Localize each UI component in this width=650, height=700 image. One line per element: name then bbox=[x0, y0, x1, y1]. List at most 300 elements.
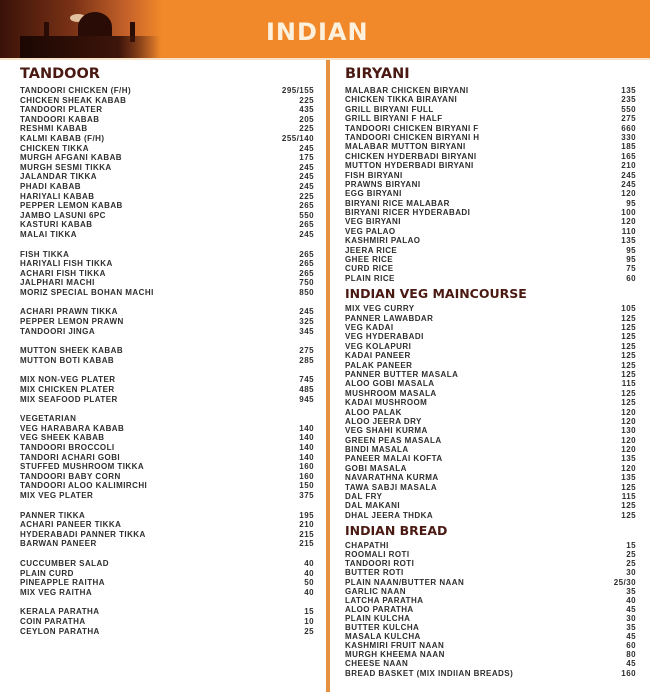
menu-item-price: 75 bbox=[626, 264, 636, 274]
menu-group bbox=[20, 607, 314, 636]
menu-item-price: 125 bbox=[621, 313, 636, 323]
menu-item bbox=[345, 473, 636, 482]
menu-item-price: 125 bbox=[621, 341, 636, 351]
menu-item bbox=[20, 172, 314, 182]
menu-item bbox=[345, 641, 636, 650]
menu-item bbox=[345, 208, 636, 217]
menu-item-price: 750 bbox=[299, 278, 314, 288]
menu-item-price: 245 bbox=[299, 181, 314, 191]
menu-item-name: PANNER BUTTER MASALA bbox=[345, 369, 459, 379]
menu-item-name: CHAPATHI bbox=[345, 541, 389, 551]
menu-item-name: ALOO JEERA DRY bbox=[345, 416, 422, 426]
menu-item-name: NAVARATHNA KURMA bbox=[345, 473, 439, 483]
menu-item bbox=[345, 189, 636, 198]
menu-item-price: 135 bbox=[621, 454, 636, 464]
menu-item-price: 125 bbox=[621, 322, 636, 332]
menu-item-price: 185 bbox=[621, 142, 636, 152]
menu-item-name: TAWA SABJI MASALA bbox=[345, 482, 438, 492]
menu-item-price: 45 bbox=[626, 632, 636, 642]
menu-item-price: 40 bbox=[304, 558, 314, 568]
menu-item bbox=[345, 255, 636, 264]
menu-item-name: CHEESE NAAN bbox=[345, 659, 409, 669]
menu-item bbox=[345, 152, 636, 161]
menu-item-name: KASHMIRI PALAO bbox=[345, 236, 421, 246]
menu-item-name: JALPHARI MACHI bbox=[20, 278, 95, 288]
menu-item-name: VEG HYDERABADI bbox=[345, 332, 424, 342]
menu-item-price: 115 bbox=[621, 492, 636, 502]
menu-item bbox=[20, 307, 314, 317]
menu-group bbox=[20, 86, 314, 240]
menu-item bbox=[345, 351, 636, 360]
menu-item-price: 435 bbox=[299, 105, 314, 115]
menu-item bbox=[20, 424, 314, 434]
header-underline bbox=[0, 58, 650, 60]
menu-item-price: 295/155 bbox=[281, 86, 314, 95]
menu-item-name: BUTTER ROTI bbox=[345, 568, 404, 578]
menu-item-price: 125 bbox=[621, 360, 636, 370]
menu-item bbox=[345, 408, 636, 417]
menu-item-name: ROOMALI ROTI bbox=[345, 550, 410, 560]
menu-item-name: BARWAN PANEER bbox=[20, 539, 97, 549]
menu-item-price: 125 bbox=[621, 351, 636, 361]
tandoor-column bbox=[20, 64, 314, 636]
menu-item bbox=[345, 114, 636, 123]
header-banner bbox=[0, 0, 650, 58]
menu-item bbox=[345, 264, 636, 273]
menu-section bbox=[345, 523, 636, 677]
menu-item-price: 245 bbox=[299, 307, 314, 317]
menu-item bbox=[20, 182, 314, 192]
menu-item-name: DHAL JEERA THDKA bbox=[345, 510, 434, 520]
menu-item bbox=[20, 220, 314, 230]
menu-item-price: 265 bbox=[299, 220, 314, 230]
menu-item-name: VEG PALAO bbox=[345, 226, 396, 236]
menu-item-name: MUTTON SHEEK KABAB bbox=[20, 346, 124, 356]
menu-item bbox=[345, 332, 636, 341]
menu-item bbox=[345, 578, 636, 587]
menu-item-name: VEG KADAI bbox=[345, 322, 394, 332]
menu-item-price: 50 bbox=[304, 578, 314, 588]
menu-item bbox=[20, 462, 314, 472]
menu-item-price: 215 bbox=[299, 539, 314, 549]
menu-item bbox=[20, 481, 314, 491]
menu-item-name: TANDOORI CHICKEN BIRYANI F bbox=[345, 123, 479, 133]
menu-item-name: PEPPER LEMON KABAB bbox=[20, 201, 123, 211]
menu-item-name: GARLIC NAAN bbox=[345, 586, 406, 596]
menu-item-price: 245 bbox=[299, 172, 314, 182]
menu-item-name: MIX VEG PLATER bbox=[20, 490, 94, 500]
menu-item bbox=[20, 153, 314, 163]
menu-group bbox=[20, 307, 314, 336]
menu-item-price: 30 bbox=[626, 613, 636, 623]
menu-item-name: PRAWNS BIRYANI bbox=[345, 179, 421, 189]
menu-item bbox=[345, 436, 636, 445]
menu-item-name: BUTTER KULCHA bbox=[345, 623, 420, 633]
menu-item bbox=[345, 389, 636, 398]
menu-item bbox=[20, 259, 314, 269]
menu-item bbox=[345, 632, 636, 641]
menu-item-price: 245 bbox=[299, 229, 314, 239]
menu-item-price: 60 bbox=[626, 273, 636, 283]
menu-item bbox=[345, 454, 636, 463]
menu-item-price: 235 bbox=[621, 95, 636, 105]
menu-item-name: TANDOORI BROCCOLI bbox=[20, 443, 115, 452]
menu-item bbox=[345, 323, 636, 332]
menu-item bbox=[345, 379, 636, 388]
menu-item-price: 345 bbox=[299, 326, 314, 336]
menu-item-price: 265 bbox=[299, 201, 314, 211]
menu-item bbox=[20, 395, 314, 405]
menu-item-price: 40 bbox=[304, 568, 314, 578]
section-heading: INDIAN VEG MAINCOURSE bbox=[345, 286, 527, 302]
menu-item-name: HARIYALI FISH TIKKA bbox=[20, 259, 113, 269]
menu-item bbox=[20, 288, 314, 298]
menu-item bbox=[20, 433, 314, 443]
menu-item-price: 175 bbox=[299, 153, 314, 163]
menu-item-price: 255/140 bbox=[281, 133, 314, 143]
menu-item-name: STUFFED MUSHROOM TIKKA bbox=[20, 462, 145, 472]
menu-item-name: KADAI MUSHROOM bbox=[345, 398, 428, 408]
menu-item-name: HARIYALI KABAB bbox=[20, 191, 95, 201]
menu-item-name: KALMI KABAB (F/H) bbox=[20, 133, 105, 143]
right-column bbox=[345, 64, 636, 678]
menu-item-price: 125 bbox=[621, 482, 636, 492]
menu-item-price: 275 bbox=[621, 114, 636, 124]
menu-item bbox=[345, 246, 636, 255]
menu-item-price: 45 bbox=[626, 604, 636, 614]
menu-item-price: 35 bbox=[626, 623, 636, 633]
menu-item-name: RESHMI KABAB bbox=[20, 124, 88, 134]
menu-item-name: ACHARI FISH TIKKA bbox=[20, 268, 106, 278]
menu-item bbox=[20, 230, 314, 240]
menu-item bbox=[345, 559, 636, 568]
menu-item-price: 140 bbox=[299, 423, 314, 433]
menu-item-price: 225 bbox=[299, 191, 314, 201]
menu-item bbox=[20, 578, 314, 588]
menu-item-name: GHEE RICE bbox=[345, 255, 394, 265]
subheading-vegetarian: VEGETARIAN bbox=[20, 414, 77, 424]
menu-item-price: 150 bbox=[299, 481, 314, 491]
menu-item-price: 120 bbox=[621, 445, 636, 455]
menu-item-name: ALOO PALAK bbox=[345, 407, 402, 417]
menu-item-price: 550 bbox=[621, 104, 636, 114]
menu-title: INDIAN bbox=[266, 18, 369, 46]
menu-item-name: MALABAR CHICKEN BIRYANI bbox=[345, 86, 469, 95]
menu-item-price: 165 bbox=[621, 151, 636, 161]
menu-item-name: CHICKEN SHEAK KABAB bbox=[20, 95, 127, 105]
menu-item-name: BIRYANI RICE MALABAR bbox=[345, 198, 450, 208]
menu-item-name: TANDORI ACHARI GOBI bbox=[20, 452, 121, 462]
menu-item-name: TANDOORI JINGA bbox=[20, 326, 96, 336]
menu-item-name: MORIZ SPECIAL BOHAN MACHI bbox=[20, 287, 154, 297]
menu-item-name: TANDOORI CHICKEN BIRYANI H bbox=[345, 132, 480, 142]
menu-item bbox=[345, 342, 636, 351]
menu-item-price: 45 bbox=[626, 659, 636, 669]
menu-item-price: 125 bbox=[621, 501, 636, 511]
menu-item-price: 125 bbox=[621, 398, 636, 408]
section-heading: BIRYANI bbox=[345, 66, 410, 82]
menu-item-name: JEERA RICE bbox=[345, 245, 398, 255]
menu-item-name: VEG BIRYANI bbox=[345, 217, 401, 227]
menu-item-price: 120 bbox=[621, 189, 636, 199]
menu-group bbox=[20, 375, 314, 404]
menu-item-price: 285 bbox=[299, 355, 314, 365]
menu-item-name: CURD RICE bbox=[345, 264, 394, 274]
menu-item bbox=[20, 86, 314, 96]
menu-item-name: ACHARI PANEER TIKKA bbox=[20, 520, 122, 530]
menu-item-name: TANDOORI PLATER bbox=[20, 105, 103, 115]
menu-item bbox=[20, 163, 314, 173]
menu-item-price: 215 bbox=[299, 529, 314, 539]
menu-item-price: 120 bbox=[621, 416, 636, 426]
menu-item-name: JALANDAR TIKKA bbox=[20, 172, 97, 182]
menu-item bbox=[20, 520, 314, 530]
menu-item-price: 30 bbox=[626, 568, 636, 578]
menu-item-name: MIX NON-VEG PLATER bbox=[20, 375, 116, 385]
menu-item-name: MIX SEAFOOD PLATER bbox=[20, 394, 118, 404]
menu-item-price: 115 bbox=[621, 379, 636, 389]
menu-item bbox=[20, 269, 314, 279]
menu-group bbox=[20, 414, 314, 500]
menu-item-name: GRILL BIRYANI F HALF bbox=[345, 114, 443, 124]
menu-item-price: 105 bbox=[621, 304, 636, 314]
menu-item bbox=[345, 568, 636, 577]
menu-item-price: 265 bbox=[299, 259, 314, 269]
menu-item-name: PALAK PANEER bbox=[345, 360, 413, 370]
menu-item bbox=[345, 314, 636, 323]
menu-item bbox=[345, 304, 636, 313]
menu-item-name: TANDOORI KABAB bbox=[20, 114, 100, 124]
menu-item-name: MIX VEG RAITHA bbox=[20, 587, 93, 597]
menu-item-price: 25/30 bbox=[613, 577, 636, 587]
menu-item-name: KADAI PANEER bbox=[345, 351, 411, 361]
menu-item bbox=[20, 134, 314, 144]
menu-item-name: COIN PARATHA bbox=[20, 616, 86, 626]
menu-item-price: 195 bbox=[299, 510, 314, 520]
menu-item-name: PINEAPPLE RAITHA bbox=[20, 578, 105, 588]
menu-item bbox=[345, 180, 636, 189]
menu-item-name: KASHMIRI FRUIT NAAN bbox=[345, 641, 445, 651]
menu-item-price: 95 bbox=[626, 198, 636, 208]
menu-item-price: 130 bbox=[621, 426, 636, 436]
menu-item bbox=[20, 327, 314, 337]
menu-item bbox=[345, 650, 636, 659]
menu-item bbox=[20, 96, 314, 106]
menu-item-name: ACHARI PRAWN TIKKA bbox=[20, 307, 118, 317]
menu-item bbox=[20, 443, 314, 453]
menu-item bbox=[345, 199, 636, 208]
menu-item-name: GREEN PEAS MASALA bbox=[345, 435, 442, 445]
menu-section bbox=[345, 64, 636, 283]
menu-item-price: 95 bbox=[626, 255, 636, 265]
menu-item-price: 15 bbox=[626, 541, 636, 551]
menu-item bbox=[345, 445, 636, 454]
menu-item-name: LATCHA PARATHA bbox=[345, 595, 424, 605]
menu-item bbox=[345, 426, 636, 435]
menu-item-price: 95 bbox=[626, 245, 636, 255]
menu-item bbox=[345, 161, 636, 170]
menu-item-name: BREAD BASKET (MIX INDIIAN BREADS) bbox=[345, 668, 514, 678]
menu-item-name: TANDOORI BABY CORN bbox=[20, 471, 121, 481]
menu-item-name: PLAIN NAAN/BUTTER NAAN bbox=[345, 577, 465, 587]
menu-group bbox=[20, 511, 314, 549]
menu-item-name: CHICKEN TIKKA BIRAYANI bbox=[345, 95, 458, 105]
menu-item-price: 140 bbox=[299, 452, 314, 462]
menu-item-price: 245 bbox=[299, 143, 314, 153]
menu-item-name: EGG BIRYANI bbox=[345, 189, 402, 199]
menu-item bbox=[345, 464, 636, 473]
menu-item bbox=[20, 617, 314, 627]
menu-item-price: 550 bbox=[299, 210, 314, 220]
menu-item bbox=[20, 539, 314, 549]
menu-item bbox=[20, 356, 314, 366]
menu-item-price: 245 bbox=[621, 170, 636, 180]
menu-item-price: 160 bbox=[299, 471, 314, 481]
menu-item-price: 265 bbox=[299, 249, 314, 259]
menu-item-price: 125 bbox=[621, 369, 636, 379]
menu-item-price: 375 bbox=[299, 490, 314, 500]
menu-item-name: PLAIN KULCHA bbox=[345, 613, 411, 623]
menu-item bbox=[20, 317, 314, 327]
menu-item-name: DAL MAKANI bbox=[345, 501, 401, 511]
menu-item-name: PANNER TIKKA bbox=[20, 510, 86, 520]
menu-item-price: 485 bbox=[299, 385, 314, 395]
menu-item bbox=[20, 491, 314, 501]
menu-item bbox=[345, 614, 636, 623]
menu-item-price: 120 bbox=[621, 407, 636, 417]
menu-item bbox=[345, 501, 636, 510]
menu-group bbox=[20, 346, 314, 365]
menu-item bbox=[345, 236, 636, 245]
menu-item-price: 745 bbox=[299, 375, 314, 385]
menu-item bbox=[345, 596, 636, 605]
menu-item-name: FISH TIKKA bbox=[20, 249, 70, 259]
menu-item-price: 245 bbox=[621, 179, 636, 189]
menu-item bbox=[20, 559, 314, 569]
menu-item bbox=[20, 115, 314, 125]
menu-item-price: 15 bbox=[304, 607, 314, 617]
menu-item-price: 205 bbox=[299, 114, 314, 124]
menu-item-price: 40 bbox=[304, 587, 314, 597]
menu-item bbox=[20, 278, 314, 288]
taj-mahal-sunset-image bbox=[0, 0, 162, 58]
menu-item-price: 225 bbox=[299, 124, 314, 134]
menu-item-name: BINDI MASALA bbox=[345, 445, 409, 455]
menu-item bbox=[20, 588, 314, 598]
menu-group bbox=[20, 559, 314, 597]
menu-item-name: MALAI TIKKA bbox=[20, 229, 77, 239]
menu-item-price: 210 bbox=[621, 161, 636, 171]
menu-item-name: MUTTON BOTI KABAB bbox=[20, 355, 115, 365]
menu-item bbox=[345, 133, 636, 142]
menu-item-price: 25 bbox=[626, 559, 636, 569]
menu-item bbox=[20, 530, 314, 540]
menu-item-name: FISH BIRYANI bbox=[345, 170, 403, 180]
menu-group bbox=[20, 250, 314, 298]
menu-item-price: 10 bbox=[304, 616, 314, 626]
menu-item bbox=[20, 472, 314, 482]
menu-item bbox=[20, 607, 314, 617]
menu-item bbox=[20, 346, 314, 356]
menu-item-price: 245 bbox=[299, 162, 314, 172]
menu-item-price: 125 bbox=[621, 388, 636, 398]
menu-item bbox=[20, 511, 314, 521]
menu-item bbox=[345, 95, 636, 104]
menu-item-name: MUSHROOM MASALA bbox=[345, 388, 437, 398]
menu-item bbox=[20, 453, 314, 463]
menu-item bbox=[345, 361, 636, 370]
column-divider bbox=[326, 60, 330, 692]
menu-item bbox=[20, 211, 314, 221]
menu-item-name: MALABAR MUTTON BIRYANI bbox=[345, 142, 466, 152]
menu-item-price: 100 bbox=[621, 208, 636, 218]
menu-item-price: 35 bbox=[626, 586, 636, 596]
menu-item-name: ALOO GOBI MASALA bbox=[345, 379, 435, 389]
menu-item-name: DAL FRY bbox=[345, 492, 383, 502]
menu-item bbox=[20, 385, 314, 395]
menu-item-name: MURGH AFGANI KABAB bbox=[20, 153, 123, 163]
menu-item-price: 110 bbox=[621, 226, 636, 236]
menu-item bbox=[345, 227, 636, 236]
menu-item-price: 120 bbox=[621, 463, 636, 473]
menu-item-price: 945 bbox=[299, 394, 314, 404]
menu-item bbox=[20, 250, 314, 260]
menu-item bbox=[345, 483, 636, 492]
menu-item bbox=[345, 274, 636, 283]
menu-item-price: 135 bbox=[621, 86, 636, 95]
menu-item bbox=[345, 398, 636, 407]
menu-item bbox=[345, 124, 636, 133]
menu-item bbox=[20, 124, 314, 134]
menu-item bbox=[345, 417, 636, 426]
menu-item bbox=[345, 587, 636, 596]
menu-item-name: MUTTON HYDERBADI BIRYANI bbox=[345, 161, 474, 171]
menu-item bbox=[20, 569, 314, 579]
menu-item-price: 125 bbox=[621, 510, 636, 520]
menu-item bbox=[345, 550, 636, 559]
menu-item-name: PANNER LAWABDAR bbox=[345, 313, 434, 323]
menu-item bbox=[345, 669, 636, 678]
menu-item-name: KERALA PARATHA bbox=[20, 607, 100, 617]
menu-item-name: HYDERABADI PANNER TIKKA bbox=[20, 529, 146, 539]
menu-item-price: 135 bbox=[621, 236, 636, 246]
menu-item-price: 265 bbox=[299, 268, 314, 278]
menu-item-price: 120 bbox=[621, 217, 636, 227]
menu-item-name: KASTURI KABAB bbox=[20, 220, 93, 230]
menu-item-price: 210 bbox=[299, 520, 314, 530]
menu-item-name: TANDOORI ROTI bbox=[345, 559, 415, 569]
menu-item bbox=[345, 142, 636, 151]
menu-item-name: MURGH KHEEMA NAAN bbox=[345, 650, 445, 660]
menu-item-price: 60 bbox=[626, 641, 636, 651]
menu-item-price: 160 bbox=[621, 668, 636, 678]
menu-item-name: MASALA KULCHA bbox=[345, 632, 421, 642]
menu-item-price: 80 bbox=[626, 650, 636, 660]
menu-item-name: CHICKEN TIKKA bbox=[20, 143, 89, 153]
menu-item-name: VEG SHAHI KURMA bbox=[345, 426, 428, 436]
menu-item-price: 125 bbox=[621, 332, 636, 342]
menu-item-name: JAMBO LASUNI 6PC bbox=[20, 210, 106, 220]
menu-item-price: 135 bbox=[621, 473, 636, 483]
menu-item-price: 160 bbox=[299, 462, 314, 472]
menu-item-price: 25 bbox=[304, 626, 314, 636]
menu-item-price: 850 bbox=[299, 287, 314, 297]
menu-item bbox=[20, 105, 314, 115]
menu-item-name: TANDOORI CHICKEN (F/H) bbox=[20, 86, 132, 95]
menu-item-name: MURGH SESMI TIKKA bbox=[20, 162, 112, 172]
menu-item bbox=[345, 171, 636, 180]
menu-item-name: CEYLON PARATHA bbox=[20, 626, 100, 636]
